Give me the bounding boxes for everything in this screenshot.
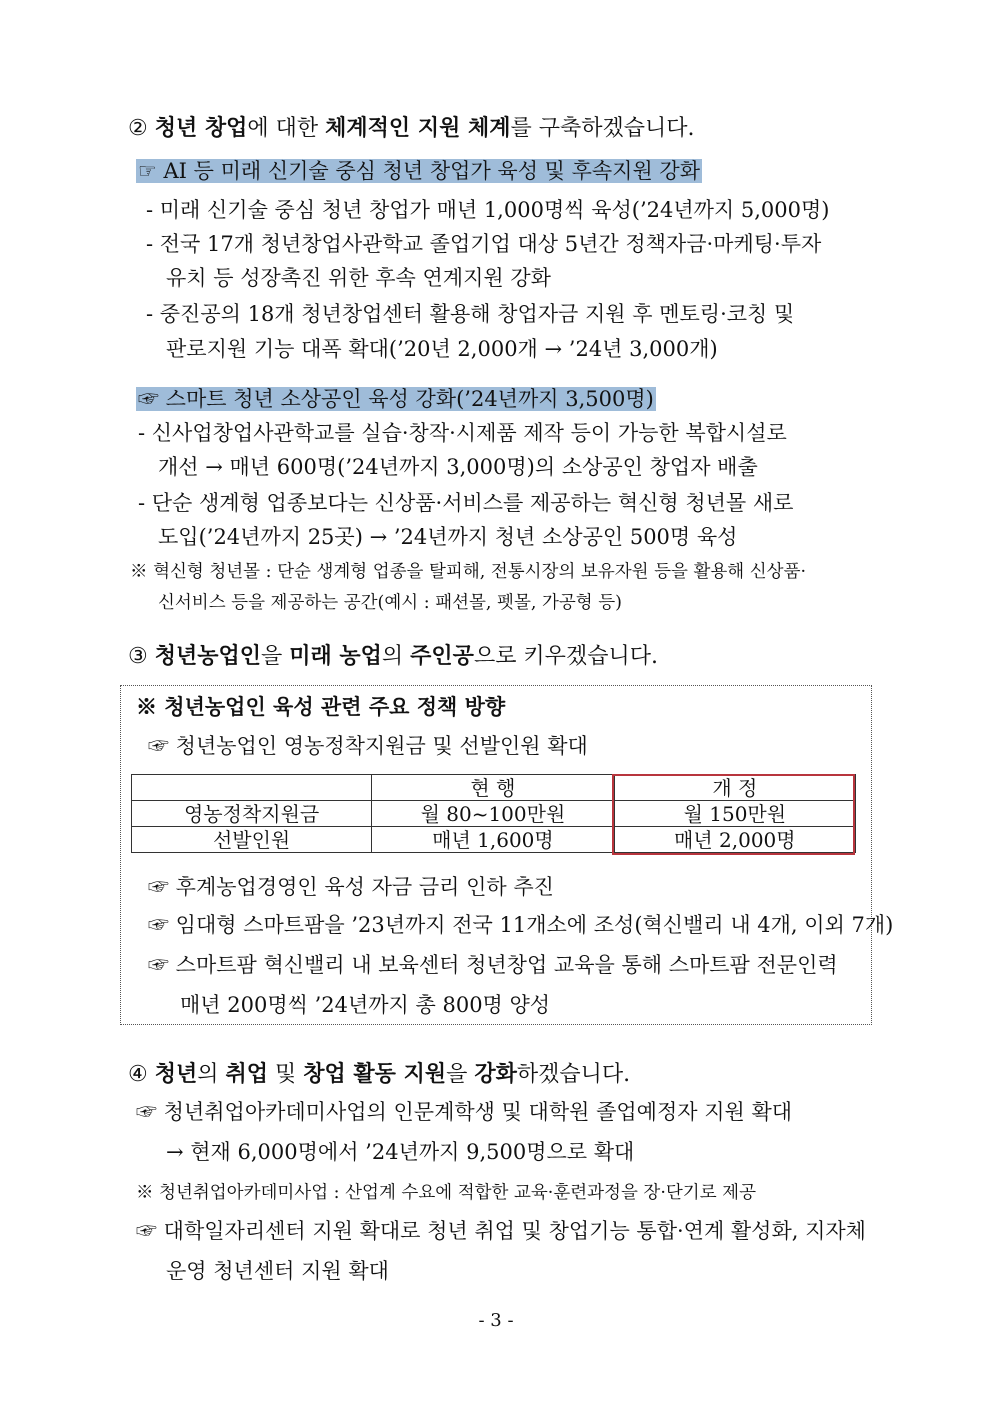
heading-part: 의 (381, 644, 411, 669)
section-3-heading (128, 641, 658, 672)
footnote: ※ 청년취업아카데미사업 : 산업계 수요에 적합한 교육·훈련과정을 장·단기로 제공 (136, 1183, 756, 1203)
heading-bold-part: 청년농업인 (154, 643, 261, 669)
highlighted-text: ☞ AI 등 미래 신기술 중심 청년 창업가 육성 및 후속지원 강화 (138, 159, 701, 183)
table-header-cell: 현 행 (372, 775, 614, 801)
section-4-heading (128, 1059, 630, 1090)
bullet: - 단순 생계형 업종보다는 신상품·서비스를 제공하는 혁신형 청년몰 새로 (138, 491, 794, 515)
bullet: - 전국 17개 청년창업사관학교 졸업기업 대상 5년간 정책자금·마케팅·투자 (146, 232, 822, 256)
table-cell: 월 150만원 (614, 801, 855, 827)
heading-bold-part: 취업 (225, 1061, 269, 1087)
table-cell: 월 80~100만원 (372, 801, 614, 827)
table-row (132, 801, 856, 827)
bullet-continuation: 도입(’24년까지 25곳) → ’24년까지 청년 소상공인 500명 육성 (158, 525, 738, 549)
section-2-number: ② (128, 116, 148, 141)
heading-part: 에 대한 (247, 116, 326, 141)
table-header-cell (132, 775, 372, 801)
heading-bold-part: 창업 활동 지원 (303, 1061, 447, 1087)
heading-bold-part: 미래 농업 (289, 643, 382, 669)
table-row (132, 827, 856, 853)
heading-bold-part: 청년 (154, 1061, 198, 1087)
section-4-item-continuation: → 현재 6,000명에서 ’24년까지 9,500명으로 확대 (166, 1140, 635, 1164)
section-4-number: ④ (128, 1062, 148, 1087)
highlight-heading-ai (136, 156, 702, 186)
heading-part: 를 구축하겠습니다. (510, 116, 695, 141)
heading-part: 하겠습니다. (516, 1062, 631, 1087)
section-4-item: ☞ 대학일자리센터 지원 확대로 청년 취업 및 창업기능 통합·연계 활성화, 지자체 (136, 1219, 866, 1243)
footnote: ※ 혁신형 청년몰 : 단순 생계형 업종을 탈피해, 전통시장의 보유자원 등을 활용해 신상품· (130, 562, 807, 582)
table-cell: 영농정착지원금 (132, 801, 372, 827)
page-number: - 3 - (478, 1310, 514, 1331)
section-3-number: ③ (128, 644, 148, 669)
heading-part: 의 (197, 1062, 226, 1087)
policy-box-title: ※ 청년농업인 육성 관련 주요 정책 방향 (136, 694, 506, 719)
policy-item: ☞ 후계농업경영인 육성 자금 금리 인하 추진 (148, 875, 554, 899)
bullet: - 미래 신기술 중심 청년 창업가 매년 1,000명씩 육성(’24년까지 5,000명) (146, 198, 830, 222)
heading-part: 을 (261, 644, 290, 669)
footnote-continuation: 신서비스 등을 제공하는 공간(예시 : 패션몰, 펫몰, 가공형 등) (158, 593, 622, 613)
bullet: - 중진공의 18개 청년창업센터 활용해 창업자금 지원 후 멘토링·코칭 및 (146, 302, 795, 326)
table-header-cell: 개 정 (614, 775, 855, 801)
policy-item-continuation: 매년 200명씩 ’24년까지 총 800명 양성 (180, 993, 551, 1017)
policy-item: ☞ 스마트팜 혁신밸리 내 보육센터 청년창업 교육을 통해 스마트팜 전문인력 (148, 953, 838, 977)
table-cell: 매년 1,600명 (372, 827, 614, 853)
heading-bold-part: 주인공 (410, 643, 474, 669)
bullet-continuation: 유치 등 성장촉진 위한 후속 연계지원 강화 (166, 266, 551, 290)
section-2-heading (128, 113, 695, 144)
policy-item: ☞ 청년농업인 영농정착지원금 및 선발인원 확대 (148, 734, 588, 758)
heading-part: 으로 키우겠습니다. (473, 644, 658, 669)
heading-bold-part: 청년 창업 (154, 115, 248, 141)
table-cell: 매년 2,000명 (614, 827, 855, 853)
highlighted-text: ☞ 스마트 청년 소상공인 육성 강화(’24년까지 3,500명) (138, 387, 654, 411)
heading-bold-part: 체계적인 지원 체계 (325, 115, 511, 141)
section-4-item-continuation: 운영 청년센터 지원 확대 (166, 1259, 389, 1283)
heading-bold-part: 강화 (474, 1061, 517, 1087)
section-4-item: ☞ 청년취업아카데미사업의 인문계학생 및 대학원 졸업예정자 지원 확대 (136, 1100, 793, 1124)
bullet-continuation: 판로지원 기능 대폭 확대(’20년 2,000개 → ’24년 3,000개) (166, 337, 718, 361)
policy-item: ☞ 임대형 스마트팜을 ’23년까지 전국 11개소에 조성(혁신밸리 내 4개, 이외 7개) (148, 913, 894, 937)
bullet: - 신사업창업사관학교를 실습·창작·시제품 제작 등이 가능한 복합시설로 (138, 421, 787, 445)
table-cell: 선발인원 (132, 827, 372, 853)
policy-table (131, 774, 856, 853)
highlight-heading-smart (136, 384, 656, 414)
heading-part: 을 (446, 1062, 475, 1087)
heading-part: 및 (268, 1062, 304, 1087)
table-header-row (132, 775, 856, 801)
bullet-continuation: 개선 → 매년 600명(’24년까지 3,000명)의 소상공인 창업자 배출 (158, 455, 758, 479)
